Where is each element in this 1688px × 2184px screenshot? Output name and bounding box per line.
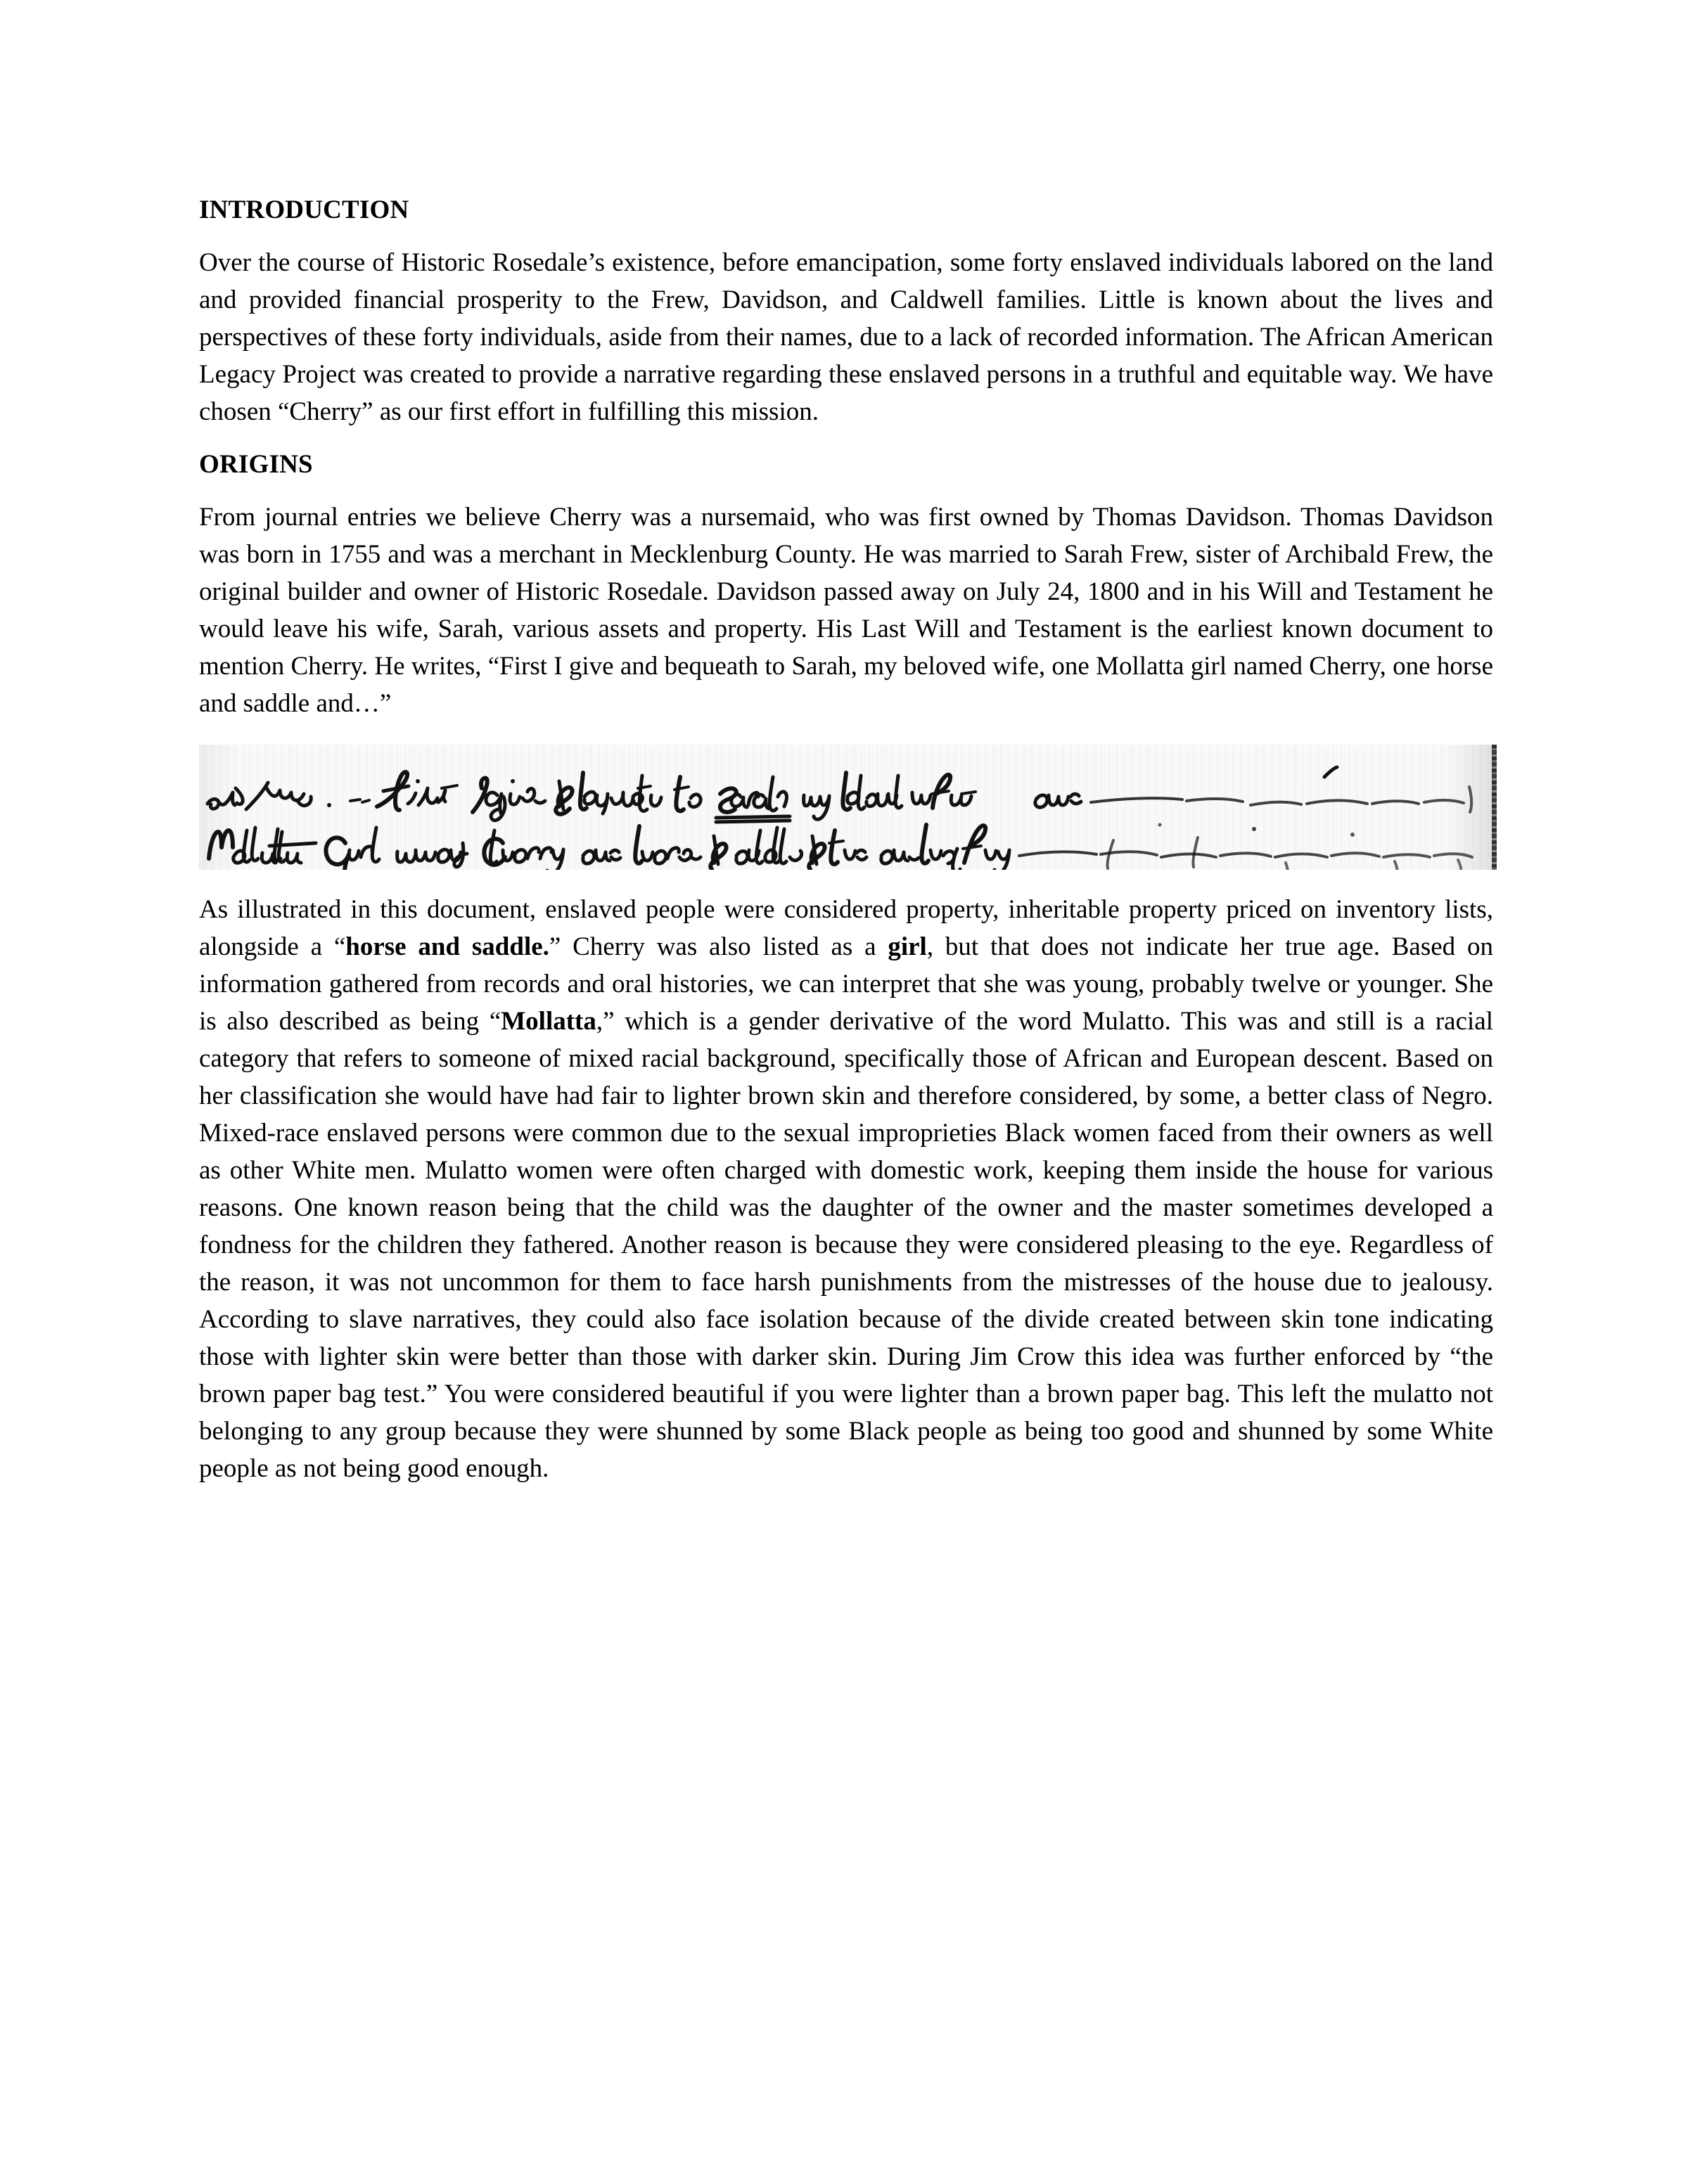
emphasis-text: horse and saddle. <box>345 932 549 961</box>
body-text-run: ,” which is a gender derivative of the word Mulatto. This was and still is a racial category that refers to someone of mixed racial background, specifically those of African and European descent. Based on her classification she would have had fair to lighter brown skin and therefore considered, by some, a better class of Negro. Mixed-race enslaved persons were common due to the sexual improprieties Black women faced from their owners as well as other White men. Mulatto women were often charged with domestic work, keeping them inside the house for various reasons. One known reason being that the child was the daughter of the owner and the master sometimes developed a fondness for the children they fathered. Another reason is because they were considered pleasing to the eye. Regardless of the reason, it was not uncommon for them to face harsh punishments from the mistresses of the house due to jealousy. According to slave narratives, they could also face isolation because of the divide created between skin tone indicating those with lighter skin were better than those with darker skin. During Jim Crow this idea was further enforced by “the brown paper bag test.” You were considered beautiful if you were lighter than a brown paper bag. This left the mulatto not belonging to any group because they were shunned by some Black people as being too good and shunned by some White people as not being good enough. <box>199 1007 1493 1483</box>
emphasis-text: girl <box>888 932 927 961</box>
figure-will-excerpt <box>199 745 1497 870</box>
body-text-run: , but that does not indicate her true age. Based on information gathered from records and oral histories, we can interpret that she was young, probably twelve or younger. She is also described as being “ <box>199 932 1493 1036</box>
paragraph-origins: From journal entries we believe Cherry was a nursemaid, who was first owned by Thomas Davidson. Thomas Davidson was born in 1755 and was a merchant in Mecklenburg County. He was married to Sarah Frew, sister of Archibald Frew, the original builder and owner of Historic Rosedale. Davidson passed away on July 24, 1800 and in his Will and Testament he would leave his wife, Sarah, various assets and property. His Last Will and Testament is the earliest known document to mention Cherry. He writes, “First I give and bequeath to Sarah, my beloved wife, one Mollatta girl named Cherry, one horse and saddle and…” <box>199 503 1493 718</box>
body-text-run: ” Cherry was also listed as a <box>549 932 888 961</box>
paragraph-introduction: Over the course of Historic Rosedale’s existence, before emancipation, some forty enslaved individuals labored on the land and provided financial prosperity to the Frew, Davidson, and Caldwell families. Little is known about the lives and perspectives of these forty individuals, aside from their names, due to a lack of recorded information. The African American Legacy Project was created to provide a narrative regarding these enslaved persons in a truthful and equitable way. We have chosen “Cherry” as our first effort in fulfilling this mission. <box>199 248 1493 426</box>
document-content <box>199 191 1493 1487</box>
section-heading-origins: ORIGINS <box>199 450 313 479</box>
scan-right-edge <box>1492 745 1497 870</box>
body-text-run: As illustrated in this document, enslaved people were considered property, inheritable property priced on inventory lists, alongside a “ <box>199 895 1493 961</box>
emphasis-text: Mollatta <box>501 1007 596 1036</box>
section-heading-introduction: INTRODUCTION <box>199 195 409 224</box>
handwriting-svg <box>199 745 1497 870</box>
will-excerpt-scan <box>199 745 1497 870</box>
paragraph-analysis <box>199 891 1493 1487</box>
